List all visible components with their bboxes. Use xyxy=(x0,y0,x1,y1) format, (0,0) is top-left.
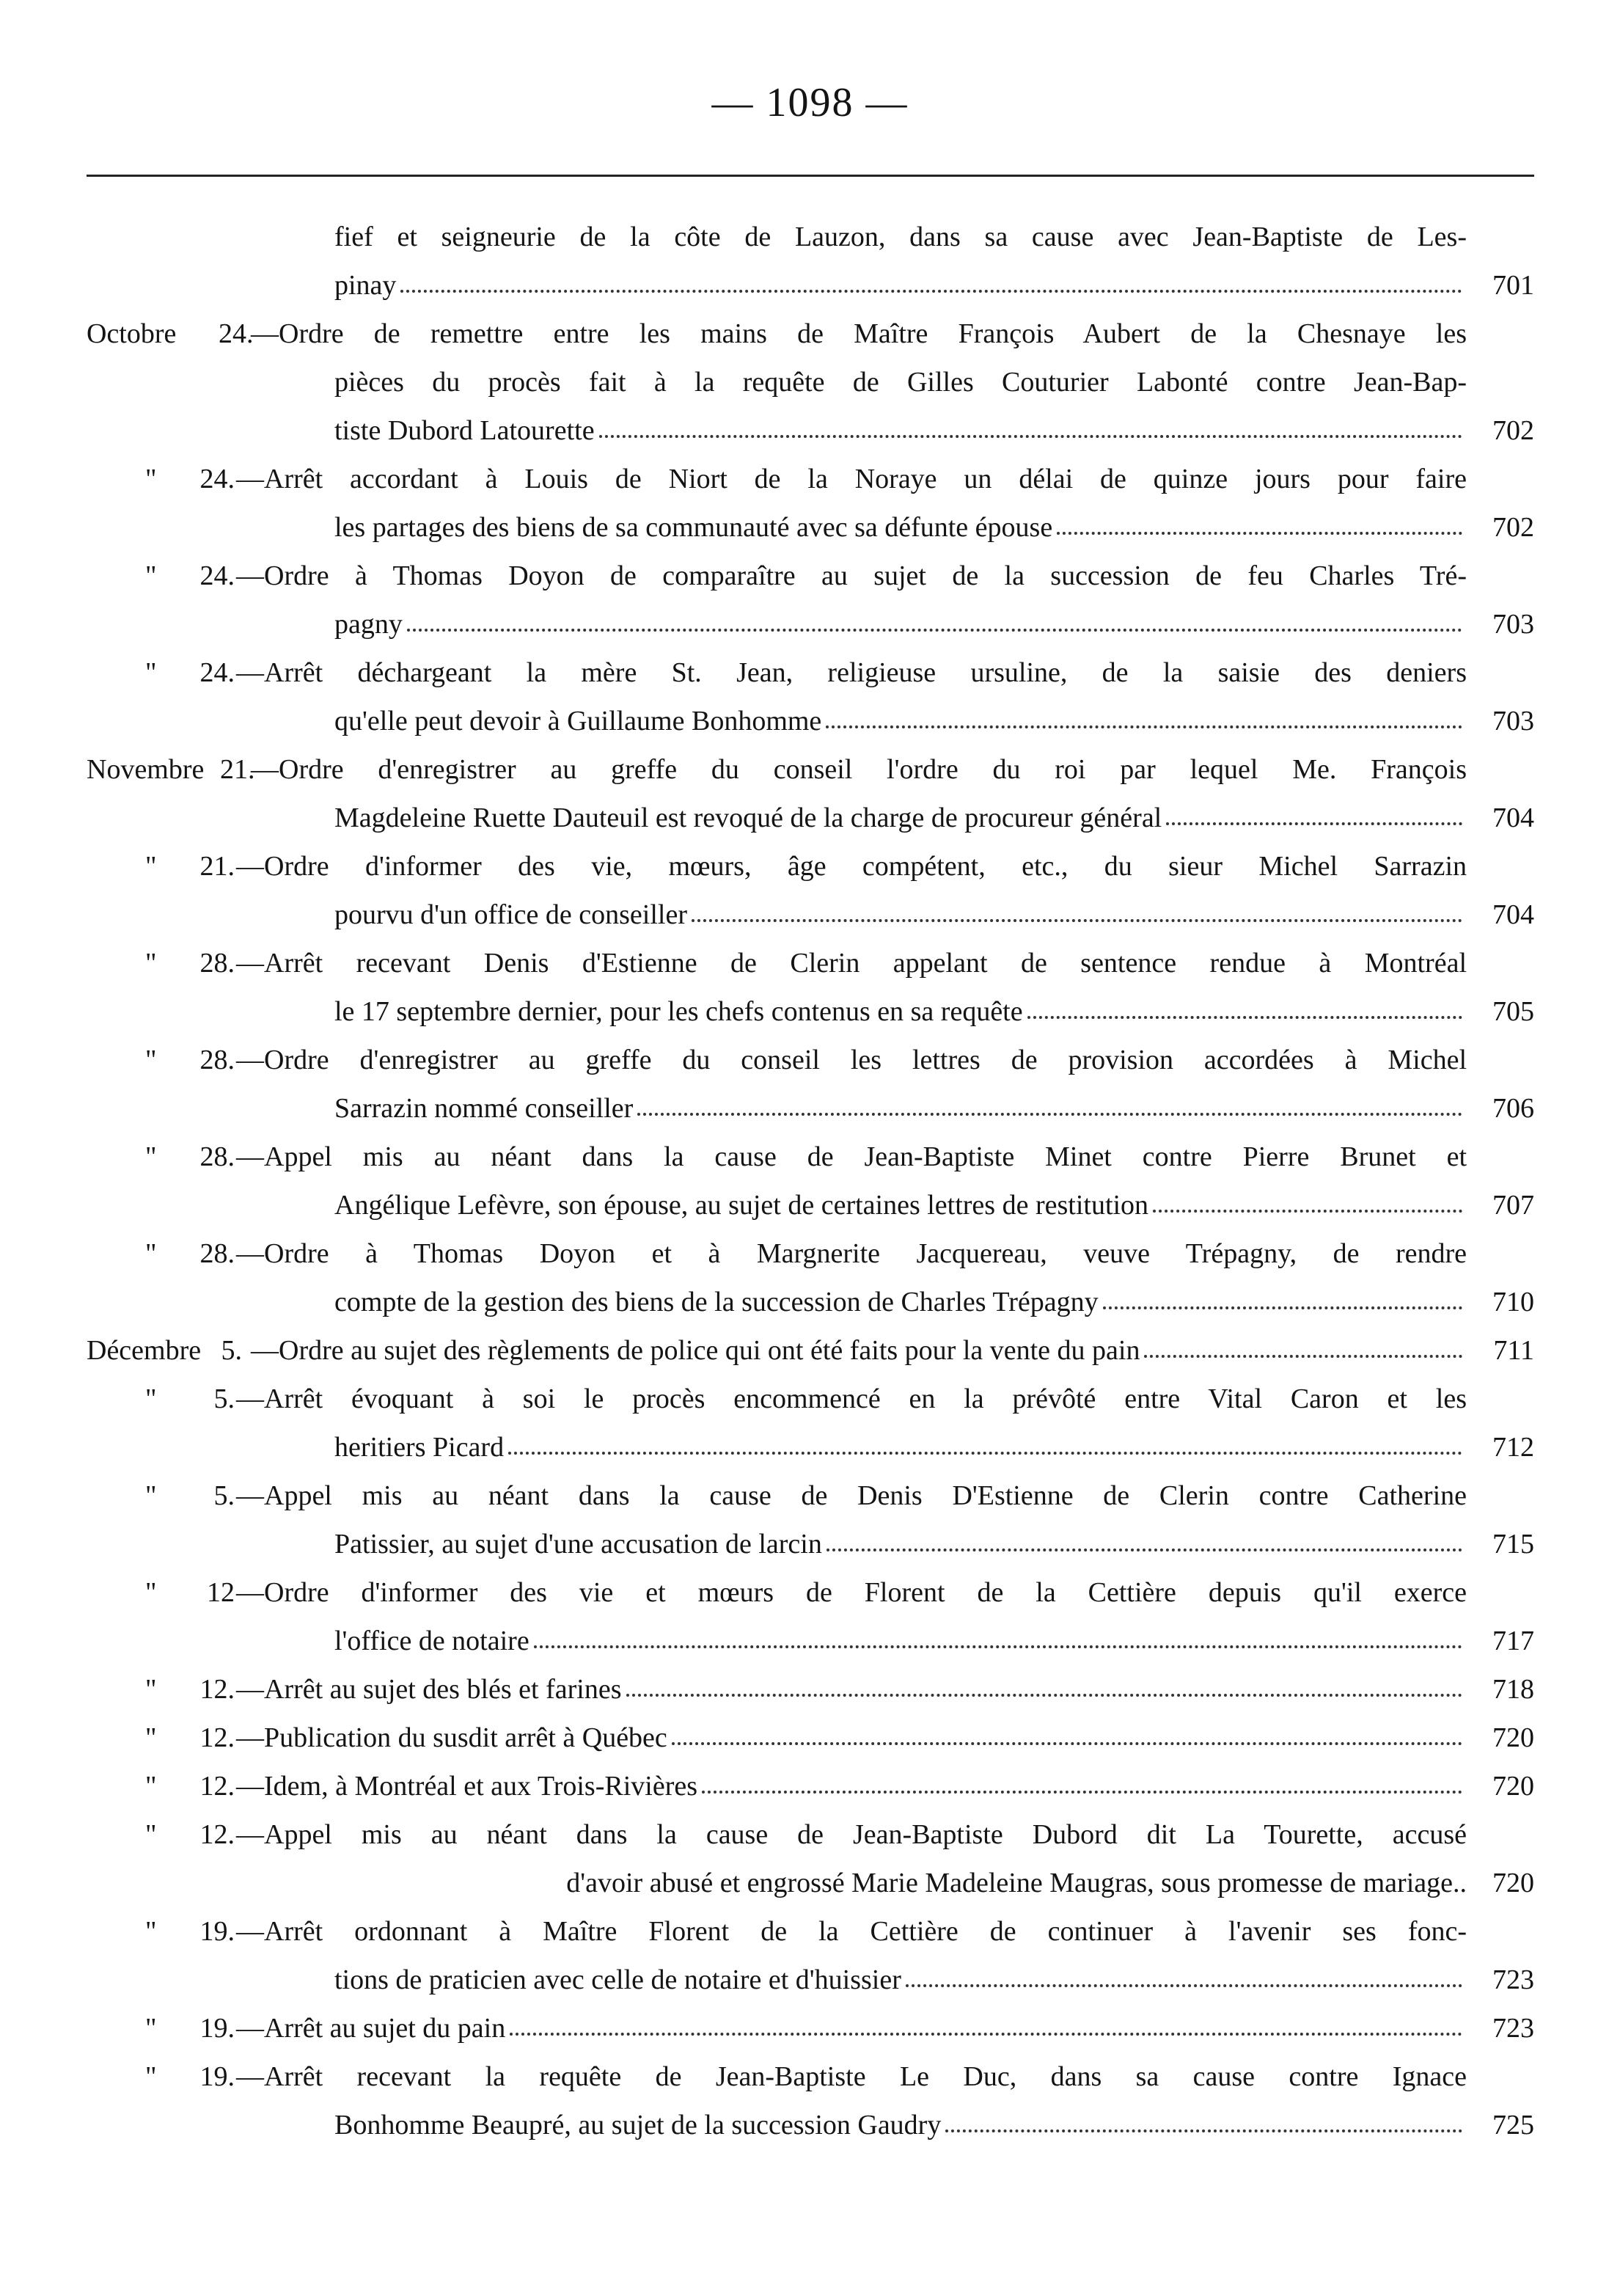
ditto-mark: " xyxy=(145,1577,157,1608)
entry-text: Angélique Lefèvre, son épouse, au sujet de certaines lettres de restitution xyxy=(334,1190,1149,1221)
entry-date: 28. xyxy=(199,1045,235,1075)
list-item xyxy=(0,1375,1620,1471)
header-rule xyxy=(87,175,1534,177)
list-item xyxy=(0,1907,1620,2004)
page-ref: 720 xyxy=(1492,1868,1534,1898)
entry-text: —Idem, à Montréal et aux Trois-Rivières xyxy=(236,1771,698,1802)
list-item xyxy=(0,552,1620,648)
page-ref: 725 xyxy=(1492,2110,1534,2140)
entry-text: —Arrêt au sujet des blés et farines xyxy=(236,1674,622,1705)
page-number: — 1098 — xyxy=(711,80,909,125)
entry-text: heritiers Picard xyxy=(334,1432,505,1463)
page-ref: 711 xyxy=(1493,1335,1534,1366)
page-ref: 710 xyxy=(1492,1287,1534,1317)
entry-text: —Appel mis au néant dans la cause de Denis D'Estienne de Clerin contre Catherine xyxy=(236,1480,1467,1511)
month-label: Octobre xyxy=(87,318,177,349)
entry-text: Patissier, au sujet d'une accusation de larcin xyxy=(334,1529,822,1560)
entry-date: 21. xyxy=(199,851,235,882)
ditto-mark: " xyxy=(145,1045,157,1075)
entry-line-with-leader xyxy=(334,1278,1467,1326)
entry-line-with-leader xyxy=(334,1617,1467,1665)
list-item xyxy=(0,1036,1620,1133)
entry-date: 12 xyxy=(207,1577,235,1608)
dot-leader xyxy=(672,1742,1462,1745)
list-item xyxy=(0,1229,1620,1326)
entry-text: —Arrêt déchargeant la mère St. Jean, religieuse ursuline, de la saisie des deniers xyxy=(236,657,1467,688)
page-ref: 701 xyxy=(1492,270,1534,301)
entry-text: —Ordre à Thomas Doyon de comparaître au sujet de la succession de feu Charles Tré- xyxy=(236,560,1467,591)
entry-text: —Arrêt ordonnant à Maître Florent de la Cettière de continuer à l'avenir ses fonc- xyxy=(236,1916,1467,1947)
entry-line-with-leader xyxy=(334,406,1467,455)
dot-leader xyxy=(508,1452,1462,1455)
entry-text: Bonhomme Beaupré, au sujet de la succession Gaudry xyxy=(334,2110,942,2140)
entry-text: l'office de notaire xyxy=(334,1626,529,1656)
entry-text: tiste Dubord Latourette xyxy=(334,415,595,446)
entry-text: —Appel mis au néant dans la cause de Jean-Baptiste Dubord dit La Tourette, accusé xyxy=(236,1819,1467,1850)
ditto-mark: " xyxy=(145,1916,157,1947)
entry-text: —Ordre d'enregistrer au greffe du conseil l'ordre du roi par lequel Me. François xyxy=(251,754,1467,785)
list-item xyxy=(0,1326,1620,1375)
list-item xyxy=(0,1714,1620,1762)
dot-leader xyxy=(1144,1355,1462,1358)
dot-leader xyxy=(1166,822,1462,825)
list-item xyxy=(0,1665,1620,1714)
list-item xyxy=(0,2052,1620,2149)
dot-leader xyxy=(407,629,1462,632)
entry-date: 12. xyxy=(199,1722,235,1753)
entry-text: —Arrêt accordant à Louis de Niort de la Noraye un délai de quinze jours pour faire xyxy=(236,464,1467,494)
entry-date: 5. xyxy=(213,1383,235,1414)
entry-text: fief et seigneurie de la côte de Lauzon, dans sa cause avec Jean-Baptiste de Les- xyxy=(334,222,1467,252)
entry-text: pinay xyxy=(334,270,397,301)
dot-leader xyxy=(1027,1016,1462,1019)
dot-leader xyxy=(692,919,1462,922)
list-item xyxy=(0,213,1620,310)
entry-text: —Arrêt au sujet du pain xyxy=(236,2013,506,2044)
entry-text: —Arrêt recevant Denis d'Estienne de Clerin appelant de sentence rendue à Montréal xyxy=(236,948,1467,979)
entry-text: les partages des biens de sa communauté avec sa défunte épouse xyxy=(334,512,1053,543)
page-ref: 706 xyxy=(1492,1093,1534,1124)
page-ref: 712 xyxy=(1492,1432,1534,1463)
page-ref: 720 xyxy=(1492,1771,1534,1802)
ditto-mark: " xyxy=(145,1771,157,1802)
entry-date: 24. xyxy=(199,657,235,688)
entry-line-with-leader xyxy=(334,600,1467,648)
page-ref: 715 xyxy=(1492,1529,1534,1560)
entry-date: 28. xyxy=(199,948,235,979)
page-ref: 702 xyxy=(1492,415,1534,446)
entry-line-with-leader xyxy=(334,503,1467,552)
list-item xyxy=(0,842,1620,939)
entry-date: 19. xyxy=(199,2061,235,2092)
dot-leader xyxy=(827,1549,1462,1551)
page-ref: 723 xyxy=(1492,2013,1534,2044)
dot-leader xyxy=(826,725,1462,728)
page-ref: 704 xyxy=(1492,802,1534,833)
entry-line-with-leader xyxy=(334,794,1467,842)
entry-date: 24. xyxy=(199,560,235,591)
dot-leader xyxy=(945,2129,1462,2132)
dot-leader xyxy=(1153,1210,1462,1213)
entry-line-with-leader xyxy=(236,2004,1467,2052)
list-item xyxy=(0,1471,1620,1568)
entry-date: 19. xyxy=(199,2013,235,2044)
entry-date: 12. xyxy=(199,1674,235,1705)
entry-date: 21. xyxy=(220,754,255,785)
list-item xyxy=(0,1133,1620,1229)
ditto-mark: " xyxy=(145,1722,157,1753)
page-ref: 707 xyxy=(1492,1190,1534,1221)
entry-line-with-leader xyxy=(334,987,1467,1036)
entry-line-with-leader xyxy=(236,1762,1467,1810)
entry-line-with-leader xyxy=(334,1956,1467,2004)
list-item xyxy=(0,939,1620,1036)
entry-date: 12. xyxy=(199,1771,235,1802)
entry-text: —Arrêt recevant la requête de Jean-Baptiste Le Duc, dans sa cause contre Ignace xyxy=(236,2061,1467,2092)
page-ref: 723 xyxy=(1492,1964,1534,1995)
entry-text: qu'elle peut devoir à Guillaume Bonhomme xyxy=(334,706,822,736)
ditto-mark: " xyxy=(145,1819,157,1850)
list-item xyxy=(0,648,1620,745)
entry-line-with-leader xyxy=(334,1084,1467,1133)
entry-date: 28. xyxy=(199,1238,235,1269)
dot-leader xyxy=(510,2033,1462,2036)
ditto-mark: " xyxy=(145,657,157,688)
entry-line-with-leader xyxy=(236,1665,1467,1714)
ditto-mark: " xyxy=(145,2061,157,2092)
ditto-mark: " xyxy=(145,1238,157,1269)
entry-text: —Ordre d'informer des vie, mœurs, âge compétent, etc., du sieur Michel Sarrazin xyxy=(236,851,1467,882)
page-ref: 718 xyxy=(1492,1674,1534,1705)
ditto-mark: " xyxy=(145,948,157,979)
list-item xyxy=(0,745,1620,842)
entry-text: pièces du procès fait à la requête de Gilles Couturier Labonté contre Jean-Bap- xyxy=(334,367,1467,398)
month-label: Novembre xyxy=(87,754,205,785)
entry-text: pagny xyxy=(334,609,403,640)
entry-date: 24. xyxy=(219,318,254,349)
entry-line-with-leader xyxy=(334,1423,1467,1471)
entry-text: —Ordre de remettre entre les mains de Maître François Aubert de la Chesnaye les xyxy=(251,318,1467,349)
list-item xyxy=(0,1762,1620,1810)
entry-text: tions de praticien avec celle de notaire et d'huissier xyxy=(334,1964,901,1995)
entry-text: —Publication du susdit arrêt à Québec xyxy=(236,1722,667,1753)
page-ref: 702 xyxy=(1492,512,1534,543)
ditto-mark: " xyxy=(145,1141,157,1172)
entry-text: —Ordre au sujet des règlements de police qui ont été faits pour la vente du pain xyxy=(251,1335,1140,1366)
dot-leader xyxy=(534,1645,1462,1648)
dot-leader xyxy=(1057,532,1462,535)
entry-line-with-leader xyxy=(251,1326,1467,1375)
entry-line-with-leader xyxy=(334,891,1467,939)
entry-date: 12. xyxy=(199,1819,235,1850)
dot-leader xyxy=(1103,1306,1462,1309)
entry-text: —Ordre d'informer des vie et mœurs de Florent de la Cettière depuis qu'il exerce xyxy=(236,1577,1467,1608)
table-of-contents xyxy=(0,213,1620,2149)
entry-date: 28. xyxy=(199,1141,235,1172)
entry-line-with-leader xyxy=(334,1520,1467,1568)
entry-date: 5. xyxy=(213,1480,235,1511)
list-item xyxy=(0,310,1620,455)
entry-text: Sarrazin nommé conseiller xyxy=(334,1093,634,1124)
dot-leader xyxy=(400,290,1462,293)
entry-text: —Ordre d'enregistrer au greffe du conseil les lettres de provision accordées à Michel xyxy=(236,1045,1467,1075)
entry-text: Magdeleine Ruette Dauteuil est revoqué de la charge de procureur général xyxy=(334,802,1162,833)
month-label: Décembre xyxy=(87,1335,202,1366)
entry-text: le 17 septembre dernier, pour les chefs contenus en sa requête xyxy=(334,996,1023,1027)
entry-text: —Arrêt évoquant à soi le procès encommencé en la prévôté entre Vital Caron et les xyxy=(236,1383,1467,1414)
dot-leader xyxy=(599,435,1462,438)
entry-text: pourvu d'un office de conseiller xyxy=(334,899,687,930)
ditto-mark: " xyxy=(145,851,157,882)
ditto-mark: " xyxy=(145,464,157,494)
dot-leader xyxy=(702,1791,1462,1794)
ditto-mark: " xyxy=(145,560,157,591)
page-ref: 704 xyxy=(1492,899,1534,930)
ditto-mark: " xyxy=(145,2013,157,2044)
entry-text: —Appel mis au néant dans la cause de Jean-Baptiste Minet contre Pierre Brunet et xyxy=(236,1141,1467,1172)
list-item xyxy=(0,455,1620,552)
dot-leader xyxy=(626,1694,1463,1697)
entry-text: compte de la gestion des biens de la succession de Charles Trépagny xyxy=(334,1287,1099,1317)
entry-line-with-leader xyxy=(334,697,1467,745)
page-ref: 720 xyxy=(1492,1722,1534,1753)
list-item xyxy=(0,2004,1620,2052)
entry-line-with-leader xyxy=(334,261,1467,310)
entry-line-with-leader xyxy=(334,2101,1467,2149)
entry-date: 19. xyxy=(199,1916,235,1947)
entry-text: —Ordre à Thomas Doyon et à Margnerite Jacquereau, veuve Trépagny, de rendre xyxy=(236,1238,1467,1269)
dot-leader xyxy=(637,1113,1462,1116)
ditto-mark: " xyxy=(145,1480,157,1511)
list-item xyxy=(0,1568,1620,1665)
list-item xyxy=(0,1810,1620,1907)
page-ref: 703 xyxy=(1492,706,1534,736)
entry-date: 24. xyxy=(199,464,235,494)
ditto-mark: " xyxy=(145,1674,157,1705)
entry-date: 5. xyxy=(221,1335,242,1366)
page-ref: 705 xyxy=(1492,996,1534,1027)
entry-text: d'avoir abusé et engrossé Marie Madeleine Maugras, sous promesse de mariage.. xyxy=(566,1868,1467,1898)
entry-line-with-leader xyxy=(334,1181,1467,1229)
entry-line-with-leader xyxy=(236,1714,1467,1762)
dot-leader xyxy=(906,1984,1462,1987)
page-ref: 703 xyxy=(1492,609,1534,640)
ditto-mark: " xyxy=(145,1383,157,1414)
page-ref: 717 xyxy=(1492,1626,1534,1656)
